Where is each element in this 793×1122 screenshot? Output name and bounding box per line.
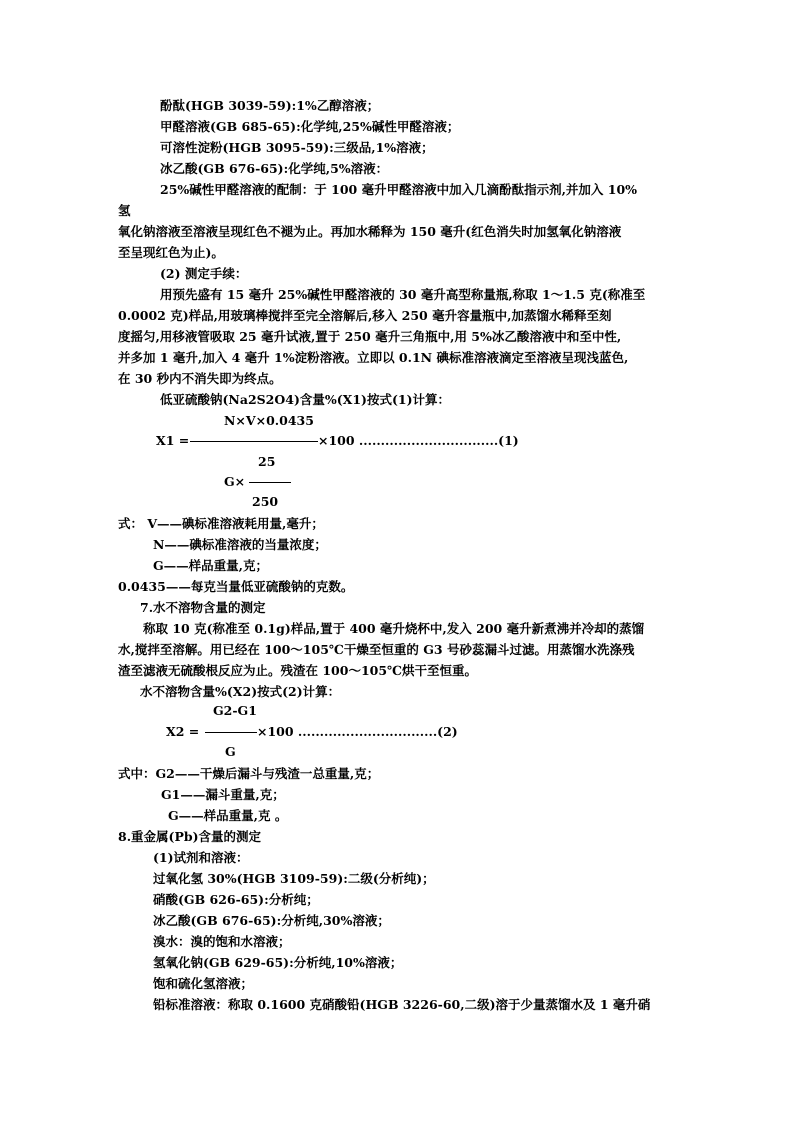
text-line: 0.0002 克)样品,用玻璃棒搅拌至完全溶解后,移入 250 毫升容量瓶中,加蒸馏水稀释至刻 [118, 308, 612, 323]
fraction-line [205, 732, 257, 733]
text-line: 饱和硫化氢溶液； [153, 976, 254, 991]
formula-numerator: N×V×0.0435 [224, 413, 314, 428]
text-line: 至呈现红色为止)。 [118, 245, 224, 260]
text-line: 甲醛溶液(GB 685-65):化学纯,25%碱性甲醛溶液； [160, 119, 460, 134]
text-line: 冰乙酸(GB 676-65):分析纯,30%溶液； [153, 913, 390, 928]
fraction-line [190, 441, 318, 442]
text-line: N——碘标准溶液的当量浓度； [153, 537, 327, 552]
text-line: 0.0435——每克当量低亚硫酸钠的克数。 [118, 579, 354, 594]
text-line: G——样品重量,克； [153, 558, 269, 573]
formula-tail: ×100 ................................(1) [318, 433, 519, 448]
text-line: 铅标准溶液：称取 0.1600 克硝酸铅(HGB 3226-60,二级)溶于少量蒸馏水及 1 毫升硝 [153, 997, 651, 1012]
text-line: G——样品重量,克 。 [168, 808, 288, 823]
fraction-line [249, 482, 291, 483]
text-line: 过氧化氢 30%(HGB 3109-59):二级(分析纯)； [153, 871, 435, 886]
formula-tail: ×100 ................................(2) [257, 724, 458, 739]
text-line: 溴水：溴的饱和水溶液； [153, 934, 291, 949]
text-line: 式： V——碘标准溶液耗用量,毫升； [118, 516, 324, 531]
text-line: 氧化钠溶液至溶液呈现红色不褪为止。再加水稀释为 150 毫升(红色消失时加氢氧化钠溶液 [118, 224, 622, 239]
formula-label: X2 = [166, 724, 200, 739]
text-line: 称取 10 克(称准至 0.1g)样品,置于 400 毫升烧杯中,发入 200 毫升新煮沸并冷却的蒸馏 [143, 621, 645, 636]
text-line: 水,搅拌至溶解。用已经在 100～105℃干燥至恒重的 G3 号砂蕊漏斗过滤。用蒸馏水洗涤残 [118, 642, 635, 657]
text-line: 硝酸(GB 626-65):分析纯； [153, 892, 319, 907]
text-line: 25%碱性甲醛溶液的配制：于 100 毫升甲醛溶液中加入几滴酚酞指示剂,并加入 10% [160, 182, 638, 197]
section-heading: 7.水不溶物含量的测定 [140, 600, 266, 615]
text-line: 水不溶物含量%(X2)按式(2)计算： [140, 684, 341, 699]
section-heading: (2) 测定手续： [160, 266, 248, 281]
text-line: 可溶性淀粉(HGB 3095-59):三级品,1%溶液； [160, 140, 434, 155]
formula-denominator: 250 [252, 494, 279, 509]
text-line: 渣至滤液无硫酸根反应为止。残渣在 100～105℃烘干至恒重。 [118, 663, 478, 678]
text-line: 用预先盛有 15 毫升 25%碱性甲醛溶液的 30 毫升高型称量瓶,称取 1～1.5 克(称准至 [160, 287, 646, 302]
text-line: 酚酞(HGB 3039-59):1%乙醇溶液； [160, 98, 380, 113]
formula-denominator: 25 [258, 454, 276, 469]
text-line: 度摇匀,用移液管吸取 25 毫升试液,置于 250 毫升三角瓶中,用 5%冰乙酸溶液中和至中性, [118, 329, 622, 344]
text-line: 式中：G2——干燥后漏斗与残渣一总重量,克； [118, 766, 380, 781]
text-line: 冰乙酸(GB 676-65):化学纯,5%溶液： [160, 161, 389, 176]
text-line: (1)试剂和溶液： [153, 850, 249, 865]
formula-denominator: G× [224, 474, 246, 489]
text-line: 在 30 秒内不消失即为终点。 [118, 371, 282, 386]
text-line: 氢 [118, 203, 131, 218]
text-line: 并多加 1 毫升,加入 4 毫升 1%淀粉溶液。立即以 0.1N 碘标准溶液滴定至溶液呈现浅蓝色, [118, 350, 629, 365]
formula-numerator: G2-G1 [213, 703, 257, 718]
section-heading: 8.重金属(Pb)含量的测定 [118, 829, 262, 844]
formula-denominator: G [225, 744, 236, 759]
text-line: 低亚硫酸钠(Na2S2O4)含量%(X1)按式(1)计算： [160, 392, 450, 407]
text-line: G1——漏斗重量,克； [161, 787, 285, 802]
formula-label: X1 = [156, 433, 190, 448]
text-line: 氢氧化钠(GB 629-65):分析纯,10%溶液； [153, 955, 403, 970]
